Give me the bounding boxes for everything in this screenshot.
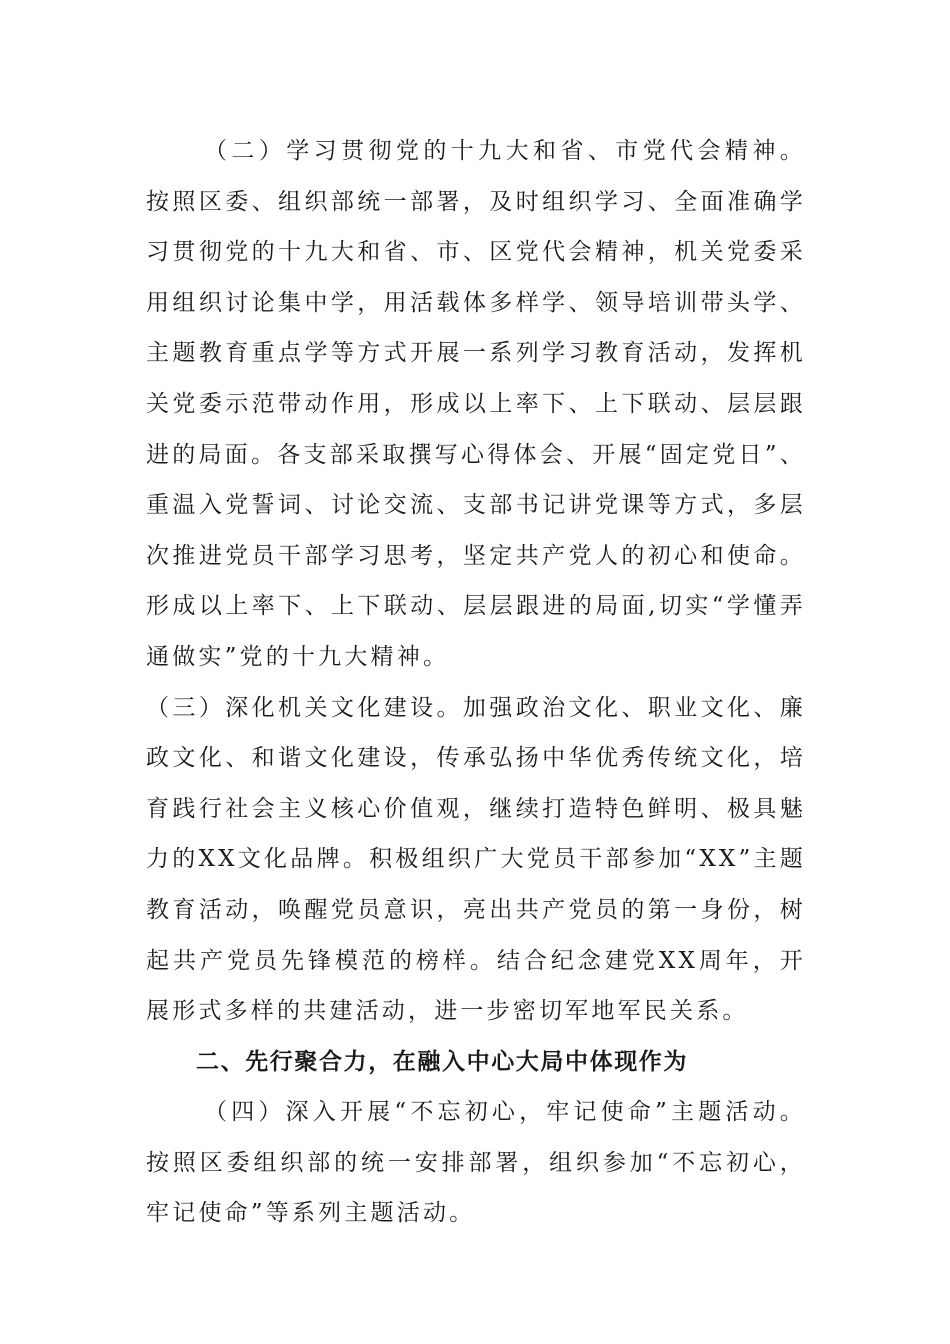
paragraph-theme-activity: （四）深入开展“不忘初心，牢记使命”主题活动。按照区委组织部的统一安排部署，组织参加“不忘初心，牢记使命”等系列主题活动。 (146, 1099, 806, 1227)
paragraph-study-party-congress: （二）学习贯彻党的十九大和省、市党代会精神。按照区委、组织部统一部署，及时组织学习、全面准确学习贯彻党的十九大和省、市、区党代会精神，机关党委采用组织讨论集中学，用活载体多样学、领导培训带头学、主题教育重点学等方式开展一系列学习教育活动，发挥机关党委示范带动作用，形成以上率下、上下联动、层层跟进的局面。各支部采取撰写心得体会、开展“固定党日”、重温入党誓词、讨论交流、支部书记讲党课等方式，多层次推进党员干部学习思考，坚定共产党人的初心和使命。形成以上率下、上下联动、层层跟进的局面,切实“学懂弄通做实”党的十九大精神。 (146, 138, 806, 670)
section-heading-two: 二、先行聚合力，在融入中心大局中体现作为 (196, 1048, 688, 1075)
document-body (146, 126, 806, 1239)
paragraph-office-culture: （三）深化机关文化建设。加强政治文化、职业文化、廉政文化、和谐文化建设，传承弘扬中华优秀传统文化，培育践行社会主义核心价值观，继续打造特色鲜明、极具魅力的XX文化品牌。积极组织广大党员干部参加“XX”主题教育活动，唤醒党员意识，亮出共产党员的第一身份，树起共产党员先锋模范的榜样。结合纪念建党XX周年，开展形式多样的共建活动，进一步密切军地军民关系。 (146, 694, 806, 1025)
